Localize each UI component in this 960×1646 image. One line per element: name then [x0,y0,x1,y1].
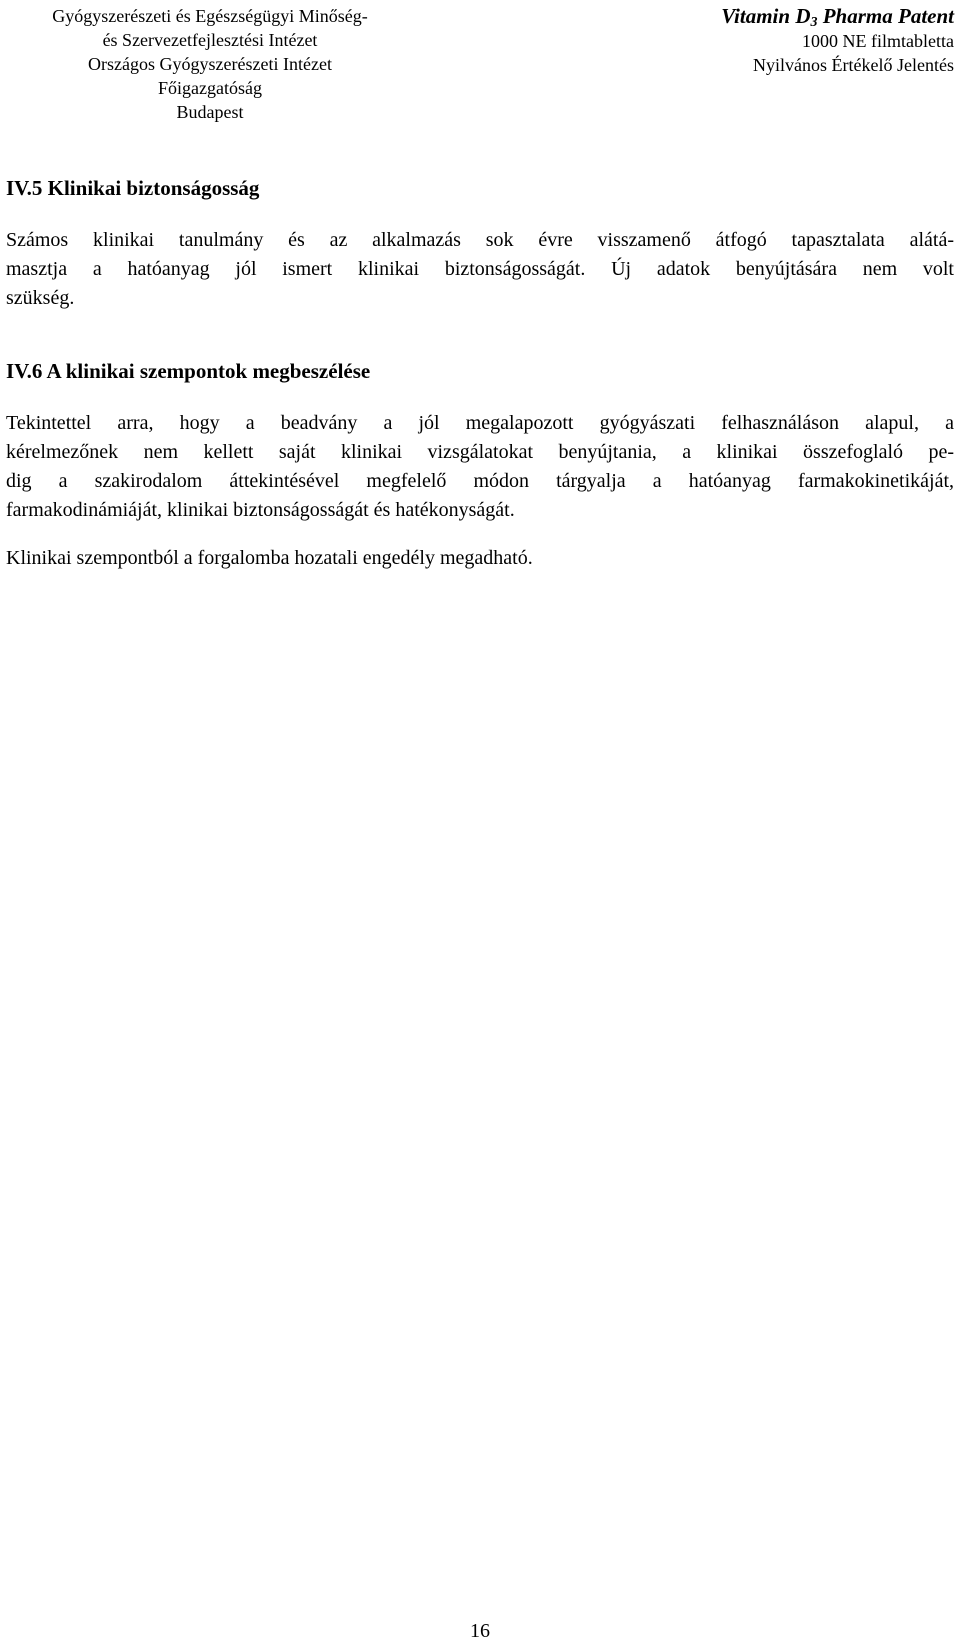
paragraph-line: farmakodinámiáját, klinikai biztonságosságát és hatékonyságát. [6,499,515,521]
paragraph [6,544,954,573]
paragraph [6,409,954,525]
paragraph-line: Számos klinikai tanulmány és az alkalmazás sok évre visszamenő átfogó tapasztalata alátá- [6,229,954,251]
institution-line: Gyógyszerészeti és Egészségügyi Minőség- [52,6,368,26]
institution-line: Budapest [176,102,244,122]
institution-line: Országos Gyógyszerészeti Intézet [88,54,332,74]
paragraph [6,226,954,313]
header-product [614,4,954,77]
institution-line: Főigazgatóság [158,78,262,98]
paragraph-line: szükség. [6,287,75,309]
paragraph-line: masztja a hatóanyag jól ismert klinikai biztonságosságát. Új adatok benyújtására nem volt [6,258,954,280]
page-number: 16 [470,1620,490,1642]
paragraph-line: Klinikai szempontból a forgalomba hozatali engedély megadható. [6,547,533,569]
paragraph-line: dig a szakirodalom áttekintésével megfelelő módon tárgyalja a hatóanyag farmakokinetikáját, [6,470,954,492]
paragraph-line: kérelmezőnek nem kellett saját klinikai vizsgálatokat benyújtania, a klinikai összefoglaló pe- [6,441,954,463]
report-type: Nyilvános Értékelő Jelentés [753,55,954,75]
paragraph-line: Tekintettel arra, hogy a beadvány a jól megalapozott gyógyászati felhasználáson alapul, a [6,412,954,434]
header-institution [0,4,420,124]
institution-line: és Szervezetfejlesztési Intézet [102,30,318,50]
product-name: Vitamin $D_3$ Pharma Patent [721,4,954,30]
product-form: 1000 NE filmtabletta [802,31,954,51]
section-heading: IV.6 A klinikai szempontok megbeszélése [6,359,371,383]
section-heading: IV.5 Klinikai biztonságosság [6,176,260,200]
